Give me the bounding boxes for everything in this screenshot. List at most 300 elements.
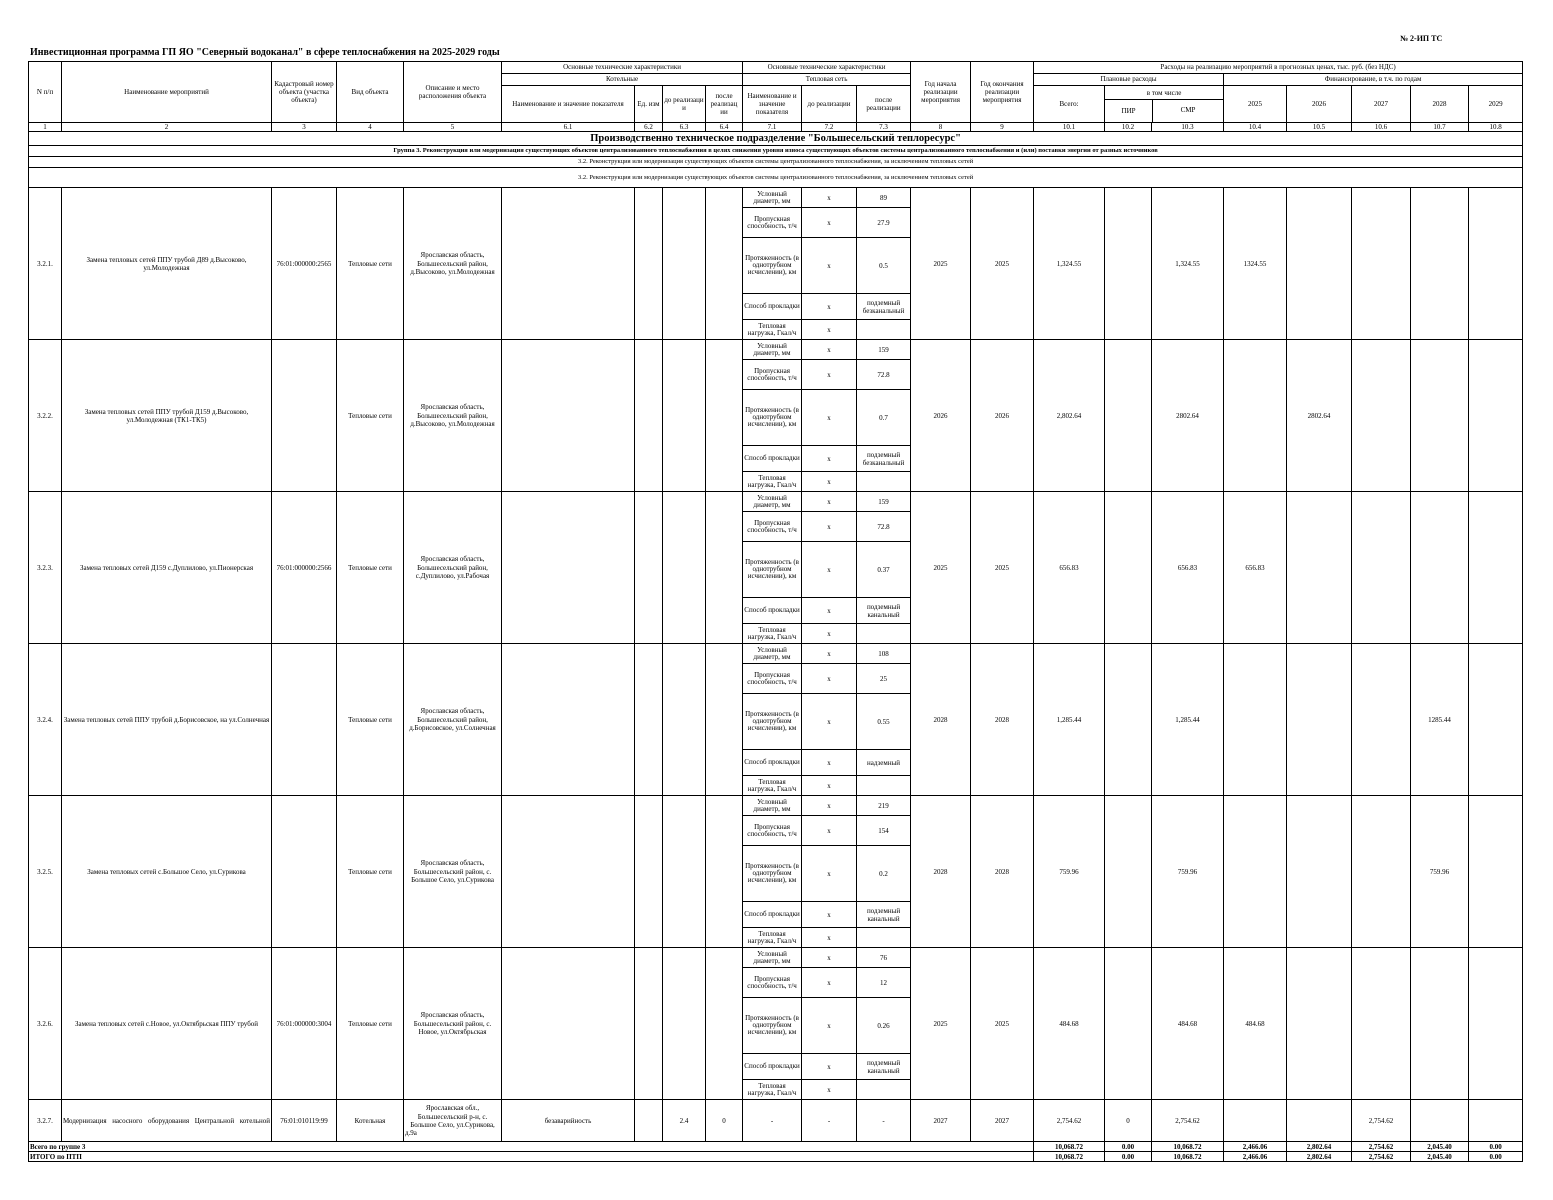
row-type: Тепловые сети [337,340,404,492]
header-b-after: после реализац ии [706,86,743,123]
row-year-2027 [1352,340,1411,492]
param-name: Способ прокладки [743,1054,802,1080]
header-expenses: Расходы на реализацию мероприятий в прогнозных ценах, тыс. руб. (без НДС) [1034,62,1523,74]
param-after [857,624,911,644]
row-boiler-after [706,188,743,340]
param-after: 219 [857,796,911,816]
subgroup-title-repeat: 3.2. Реконструкция или модернизация существующих объектов системы централизованного теплоснабжения, за исключением тепловых сетей [29,168,1523,188]
header-type: Вид объекта [337,62,404,123]
column-index-cell: 7.2 [802,123,857,132]
param-after: надземный [857,750,911,776]
row-year-end: 2025 [971,492,1034,644]
param-name: Тепловая нагрузка, Гкал/ч [743,928,802,948]
param-before: х [802,750,857,776]
column-index-cell: 10.2 [1105,123,1152,132]
table-row [29,188,1523,208]
row-boiler-unit [635,796,663,948]
row-year-2029 [1469,948,1523,1100]
param-after: 27.9 [857,208,911,238]
row-year-2025 [1224,1100,1287,1142]
row-name: Замена тепловых сетей с.Новое, ул.Октябрьская ППУ трубой [62,948,272,1100]
column-index-cell: 9 [971,123,1034,132]
param-after: 159 [857,340,911,360]
param-before: х [802,512,857,542]
row-name: Замена тепловых сетей с.Большое Село, ул.Сурикова [62,796,272,948]
row-smr: 1,285.44 [1152,644,1224,796]
column-index-cell: 10.1 [1034,123,1105,132]
row-year-2025: 484.68 [1224,948,1287,1100]
row-total: 484.68 [1034,948,1105,1100]
param-name: Пропускная способность, т/ч [743,512,802,542]
param-name: Тепловая нагрузка, Гкал/ч [743,1080,802,1100]
header-n-after: после реализации [857,86,911,123]
header-name: Наименование мероприятий [62,62,272,123]
param-after: 76 [857,948,911,968]
total-year-2029: 0.00 [1469,1142,1523,1152]
row-year-start: 2025 [911,948,971,1100]
param-after: 0.2 [857,846,911,902]
row-year-end: 2025 [971,948,1034,1100]
row-year-end: 2028 [971,644,1034,796]
row-year-2029 [1469,644,1523,796]
header-incl-group [1105,86,1224,123]
param-before: х [802,796,857,816]
param-name: Способ прокладки [743,446,802,472]
row-total: 759.96 [1034,796,1105,948]
row-year-start: 2027 [911,1100,971,1142]
param-after: подземный безканальный [857,446,911,472]
param-name: Пропускная способность, т/ч [743,968,802,998]
header-n-before: до реализации [802,86,857,123]
column-index-cell: 10.5 [1287,123,1352,132]
header-pir: ПИР [1105,100,1153,122]
column-index-cell: 6.4 [706,123,743,132]
row-boiler-name [502,948,635,1100]
row-year-2026 [1287,948,1352,1100]
row-cadastr: 76:01:000000:3004 [272,948,337,1100]
param-name: Способ прокладки [743,294,802,320]
param-before: - [802,1100,857,1142]
row-year-2027: 2,754.62 [1352,1100,1411,1142]
table-row [29,948,1523,968]
table-row [29,644,1523,664]
row-cadastr: 76:01:000000:2566 [272,492,337,644]
document-number: № 2-ИП ТС [1400,34,1443,43]
row-boiler-unit [635,492,663,644]
total-year-2027: 2,754.62 [1352,1152,1411,1162]
row-boiler-before [663,340,706,492]
param-name: Пропускная способность, т/ч [743,664,802,694]
row-name: Замена тепловых сетей ППУ трубой Д159 д.Высоково, ул.Молодежная (ТК1-ТК5) [62,340,272,492]
column-index-cell: 10.7 [1411,123,1469,132]
row-year-start: 2025 [911,188,971,340]
header-incl: в том числе [1105,87,1223,100]
param-after: 72.8 [857,512,911,542]
row-year-2025 [1224,340,1287,492]
header-n: N п/п [29,62,62,123]
header-year-2025: 2025 [1224,86,1287,123]
column-index-cell: 6.3 [663,123,706,132]
param-before: х [802,208,857,238]
param-name: Пропускная способность, т/ч [743,816,802,846]
row-cadastr: 76:01:000000:2565 [272,188,337,340]
row-year-2025: 1324.55 [1224,188,1287,340]
param-before: х [802,360,857,390]
row-pir [1105,948,1152,1100]
row-boiler-name [502,188,635,340]
row-year-2028 [1411,340,1469,492]
param-before: х [802,542,857,598]
param-before: х [802,294,857,320]
param-name: Условный диаметр, мм [743,796,802,816]
row-year-2028 [1411,492,1469,644]
header-year-2026: 2026 [1287,86,1352,123]
total-year-2026: 2,802.64 [1287,1152,1352,1162]
param-after: 72.8 [857,360,911,390]
param-after [857,472,911,492]
column-index-cell: 8 [911,123,971,132]
param-name: Условный диаметр, мм [743,492,802,512]
column-index-cell: 5 [404,123,502,132]
total-sum: 10,068.72 [1034,1152,1105,1162]
header-b-before: до реализаци и [663,86,706,123]
param-before: х [802,776,857,796]
param-name: Протяженность (в однотрубном исчислении), км [743,542,802,598]
param-name: Тепловая нагрузка, Гкал/ч [743,320,802,340]
row-number: 3.2.7. [29,1100,62,1142]
row-year-start: 2028 [911,796,971,948]
row-year-2025 [1224,644,1287,796]
row-year-2027 [1352,492,1411,644]
row-type: Тепловые сети [337,644,404,796]
row-boiler-after [706,492,743,644]
document-title: Инвестиционная программа ГП ЯО "Северный водоканал" в сфере теплоснабжения на 2025-2029 годы [30,47,500,58]
header-n-name: Наименование и значение показателя [743,86,802,123]
row-boiler-before [663,644,706,796]
row-boiler-after: 0 [706,1100,743,1142]
row-boiler-unit [635,644,663,796]
row-year-start: 2026 [911,340,971,492]
total-pir: 0.00 [1105,1152,1152,1162]
row-smr: 759.96 [1152,796,1224,948]
row-descr: Ярославская область, Большесельский район, д.Высоково, ул.Молодежная [404,340,502,492]
param-after: 0.26 [857,998,911,1054]
param-before: х [802,390,857,446]
param-name: Протяженность (в однотрубном исчислении), км [743,694,802,750]
total-smr: 10,068.72 [1152,1152,1224,1162]
param-after: подземный канальный [857,598,911,624]
total-year-2028: 2,045.40 [1411,1152,1469,1162]
column-index-row [29,123,1523,132]
row-cadastr [272,644,337,796]
row-year-2026 [1287,492,1352,644]
param-before: х [802,998,857,1054]
param-name: Условный диаметр, мм [743,188,802,208]
row-number: 3.2.5. [29,796,62,948]
total-label: Всего по группе 3 [29,1142,1034,1152]
row-boiler-unit [635,340,663,492]
param-after [857,320,911,340]
row-year-end: 2025 [971,188,1034,340]
header-year-2027: 2027 [1352,86,1411,123]
row-year-2026: 2802.64 [1287,340,1352,492]
total-year-2027: 2,754.62 [1352,1142,1411,1152]
param-name: Протяженность (в однотрубном исчислении), км [743,998,802,1054]
header-smr: СМР [1180,106,1196,115]
param-after [857,928,911,948]
row-boiler-name [502,796,635,948]
row-pir [1105,492,1152,644]
total-year-2029: 0.00 [1469,1152,1523,1162]
param-name: Условный диаметр, мм [743,644,802,664]
param-name: Условный диаметр, мм [743,948,802,968]
param-before: х [802,624,857,644]
row-year-2029 [1469,1100,1523,1142]
param-after [857,1080,911,1100]
total-sum: 10,068.72 [1034,1142,1105,1152]
row-number: 3.2.3. [29,492,62,644]
row-boiler-unit [635,948,663,1100]
row-year-end: 2028 [971,796,1034,948]
row-type: Тепловые сети [337,948,404,1100]
header-year-start: Год начала реализации мероприятия [911,62,971,123]
param-name: Пропускная способность, т/ч [743,360,802,390]
total-year-2028: 2,045.40 [1411,1142,1469,1152]
param-after: подземный канальный [857,902,911,928]
row-boiler-before: 2.4 [663,1100,706,1142]
param-name: Пропускная способность, т/ч [743,208,802,238]
param-after: 89 [857,188,911,208]
group-title: Группа 3. Реконструкция или модернизация существующих объектов централизованного теплоснабжения в целях снижения уровня износа существующих объектов системы централизованного теплоснабжения и (или) поставки энергии от разных источников [29,146,1523,157]
total-smr: 10,068.72 [1152,1142,1224,1152]
column-index-cell: 6.1 [502,123,635,132]
row-cadastr [272,796,337,948]
table-body [29,62,1523,1162]
param-after: 0.7 [857,390,911,446]
row-smr: 2802.64 [1152,340,1224,492]
row-type: Котельная [337,1100,404,1142]
row-year-2025: 656.83 [1224,492,1287,644]
section-title: Производственно техническое подразделение "Большесельский теплоресурс" [29,132,1523,146]
total-year-2026: 2,802.64 [1287,1142,1352,1152]
param-after [857,776,911,796]
row-year-2029 [1469,796,1523,948]
column-index-cell: 7.3 [857,123,911,132]
row-pir [1105,340,1152,492]
row-total: 1,285.44 [1034,644,1105,796]
row-number: 3.2.4. [29,644,62,796]
column-index-cell: 10.4 [1224,123,1287,132]
row-boiler-after [706,644,743,796]
param-after: 154 [857,816,911,846]
row-boiler-after [706,948,743,1100]
column-index-cell: 10.6 [1352,123,1411,132]
row-year-start: 2025 [911,492,971,644]
param-after: 0.37 [857,542,911,598]
column-index-cell: 4 [337,123,404,132]
row-year-2028 [1411,188,1469,340]
row-year-2028 [1411,948,1469,1100]
param-before: х [802,928,857,948]
row-type: Тепловые сети [337,796,404,948]
row-number: 3.2.2. [29,340,62,492]
param-name: - [743,1100,802,1142]
row-name: Замена тепловых сетей ППУ трубой д.Борисовское, на ул.Солнечная [62,644,272,796]
row-year-2028: 759.96 [1411,796,1469,948]
row-boiler-after [706,796,743,948]
row-year-2026 [1287,1100,1352,1142]
row-boiler-before [663,492,706,644]
column-index-cell: 3 [272,123,337,132]
header-year-2028: 2028 [1411,86,1469,123]
param-before: х [802,644,857,664]
row-year-end: 2026 [971,340,1034,492]
row-year-end: 2027 [971,1100,1034,1142]
header-tech-boilers: Основные технические характеристики [502,62,743,74]
row-name: Замена тепловых сетей Д159 с.Дуплилово, ул.Пионерская [62,492,272,644]
row-boiler-before [663,948,706,1100]
subgroup-title: 3.2. Реконструкция или модернизация существующих объектов системы централизованного теплоснабжения, за исключением тепловых сетей [29,157,1523,168]
header-boilers: Котельные [502,74,743,86]
header-incl-split [1105,100,1223,122]
row-name: Замена тепловых сетей ППУ трубой Д89 д.Высоково, ул.Молодежная [62,188,272,340]
param-before: х [802,1080,857,1100]
header-cadastr: Кадастровый номер объекта (участка объекта) [272,62,337,123]
row-year-2028: 1285.44 [1411,644,1469,796]
table-row [29,1100,1523,1142]
group-total-row [29,1142,1523,1152]
header-network: Тепловая сеть [743,74,911,86]
row-pir [1105,188,1152,340]
param-after: 0.55 [857,694,911,750]
row-descr: Ярославская область, Большесельский район, д.Высоково, ул.Молодежная [404,188,502,340]
param-before: х [802,492,857,512]
param-before: х [802,472,857,492]
param-name: Протяженность (в однотрубном исчислении), км [743,238,802,294]
column-index-cell: 2 [62,123,272,132]
param-after: - [857,1100,911,1142]
param-after: 25 [857,664,911,694]
header-financing: Финансирование, в т.ч. по годам [1224,74,1523,86]
row-total: 1,324.55 [1034,188,1105,340]
param-before: х [802,948,857,968]
param-after: 159 [857,492,911,512]
row-boiler-unit [635,1100,663,1142]
row-boiler-unit [635,188,663,340]
column-index-cell: 6.2 [635,123,663,132]
row-descr: Ярославская обл., Большесельский р-н, с. Большое Село, ул.Сурикова, д.9а [404,1100,502,1142]
param-name: Способ прокладки [743,902,802,928]
row-boiler-name: безаварийность [502,1100,635,1142]
param-before: х [802,340,857,360]
param-after: 0.5 [857,238,911,294]
row-year-2027 [1352,796,1411,948]
row-smr: 1,324.55 [1152,188,1224,340]
param-before: х [802,320,857,340]
row-smr: 484.68 [1152,948,1224,1100]
row-year-2029 [1469,188,1523,340]
param-before: х [802,694,857,750]
row-cadastr [272,340,337,492]
param-after: подземный канальный [857,1054,911,1080]
param-name: Способ прокладки [743,598,802,624]
header-total: Всего: [1034,86,1105,123]
row-boiler-before [663,188,706,340]
total-year-2025: 2,466.06 [1224,1142,1287,1152]
row-boiler-name [502,492,635,644]
param-name: Протяженность (в однотрубном исчислении), км [743,390,802,446]
param-name: Протяженность (в однотрубном исчислении), км [743,846,802,902]
row-total: 2,754.62 [1034,1100,1105,1142]
param-after: подземный безканальный [857,294,911,320]
param-before: х [802,598,857,624]
column-index-cell: 1 [29,123,62,132]
row-boiler-after [706,340,743,492]
row-year-2026 [1287,188,1352,340]
row-boiler-before [663,796,706,948]
param-after: 108 [857,644,911,664]
header-year-end: Год окончания реализации мероприятия [971,62,1034,123]
row-smr: 2,754.62 [1152,1100,1224,1142]
row-descr: Ярославская область, Большесельский район, с. Новое, ул.Октябрьская [404,948,502,1100]
param-before: х [802,664,857,694]
header-descr: Описание и место расположения объекта [404,62,502,123]
row-year-2028 [1411,1100,1469,1142]
row-boiler-name [502,340,635,492]
header-planned: Плановые расходы [1034,74,1224,86]
param-name: Тепловая нагрузка, Гкал/ч [743,472,802,492]
row-number: 3.2.6. [29,948,62,1100]
param-before: х [802,238,857,294]
total-pir: 0.00 [1105,1142,1152,1152]
column-index-cell: 10.8 [1469,123,1523,132]
row-pir: 0 [1105,1100,1152,1142]
param-before: х [802,446,857,472]
row-year-2025 [1224,796,1287,948]
param-before: х [802,816,857,846]
param-name: Способ прокладки [743,750,802,776]
header-b-name: Наименование и значение показателя [502,86,635,123]
row-year-start: 2028 [911,644,971,796]
row-type: Тепловые сети [337,492,404,644]
row-descr: Ярославская область, Большесельский район, д.Борисовское, ул.Солнечная [404,644,502,796]
column-index-cell: 10.3 [1152,123,1224,132]
row-cadastr: 76:01:010119:99 [272,1100,337,1142]
row-pir [1105,644,1152,796]
param-before: х [802,846,857,902]
row-year-2027 [1352,188,1411,340]
param-name: Тепловая нагрузка, Гкал/ч [743,776,802,796]
row-year-2029 [1469,340,1523,492]
row-year-2029 [1469,492,1523,644]
row-pir [1105,796,1152,948]
total-label: ИТОГО по ПТП [29,1152,1034,1162]
row-year-2026 [1287,796,1352,948]
header-b-unit: Ед. изм [635,86,663,123]
table-row [29,340,1523,360]
row-boiler-name [502,644,635,796]
column-index-cell: 7.1 [743,123,802,132]
row-number: 3.2.1. [29,188,62,340]
row-name: Модернизация насосного оборудования Центральной котельной [62,1100,272,1142]
row-total: 656.83 [1034,492,1105,644]
param-before: х [802,188,857,208]
table-row [29,492,1523,512]
row-year-2026 [1287,644,1352,796]
param-name: Условный диаметр, мм [743,340,802,360]
header-tech-network: Основные технические характеристики [743,62,911,74]
investment-table [28,61,1523,1162]
